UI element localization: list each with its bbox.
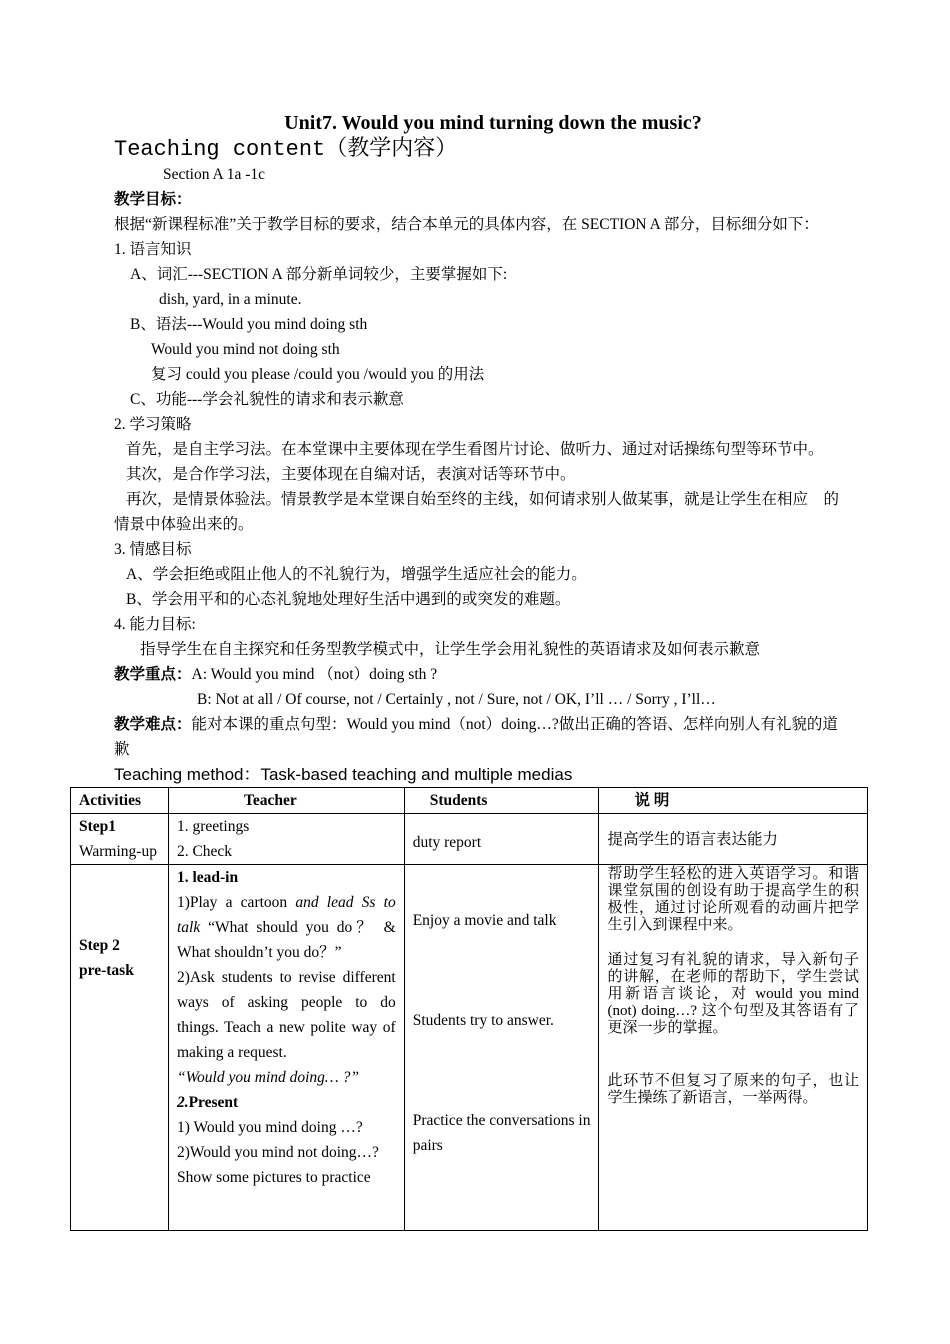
table-header-row	[71, 788, 868, 814]
section-label: Section A 1a -1c	[163, 166, 266, 183]
step1-teacher-1: 1. greetings	[176, 818, 250, 835]
step1-students-cell	[404, 814, 599, 865]
header-teacher: Teacher	[168, 788, 404, 814]
key-point-a: A: Would you mind （not）doing sth ?	[191, 666, 438, 683]
step2-label: Step 2	[79, 937, 120, 954]
step1-notes-cell	[599, 814, 868, 865]
present-task-2: 2)Would you mind not doing…?	[176, 1144, 379, 1161]
grammar-line-3: 复习 could you please /could you /would you 的用法	[151, 366, 485, 383]
document-title: Unit7. Would you mind turning down the music?	[284, 112, 702, 134]
strategy-line-1: 首先，是自主学习法。在本堂课中主要体现在学生看图片讨论、做听力、通过对话操练句型等环节中。	[126, 441, 824, 458]
ability-line-1: 指导学生在自主探究和任务型教学模式中，让学生学会用礼貌性的英语请求及如何表示歉意	[140, 641, 761, 658]
difficulty-line-2: 歉	[114, 741, 130, 758]
present-task-3: Show some pictures to practice	[176, 1169, 371, 1186]
function-line: C、功能---学会礼貌性的请求和表示歉意	[130, 391, 404, 408]
leadin-task-1c: “What should you do？ & What shouldn’t you do？”	[176, 919, 396, 961]
ability-heading: 4. 能力目标:	[114, 616, 196, 633]
lesson-table	[70, 787, 868, 1231]
step2-students-3: Practice the conversations in pairs	[412, 1112, 591, 1154]
key-points-label: 教学重点：	[114, 666, 192, 683]
objectives-intro: 根据“新课程标准”关于教学目标的要求，结合本单元的具体内容，在 SECTION A 部分，目标细分如下：	[114, 216, 819, 233]
step1-label: Step1	[79, 818, 117, 835]
grammar-line: B、语法---Would you mind doing sth	[130, 316, 368, 333]
step1-sub: Warming-up	[79, 843, 157, 860]
step1-note: 提高学生的语言表达能力	[607, 830, 778, 848]
step2-students-2: Students try to answer.	[412, 1012, 554, 1029]
step1-cell	[71, 814, 169, 865]
step2-note-2: 通过复习有礼貌的请求，导入新句子的讲解，在老师的帮助下，学生尝试用新语言谈论，对 would you mind (not) doing…? 这个句型及其答语有了更深一步的掌握。	[607, 952, 859, 1036]
table-row	[71, 814, 868, 865]
header-activities: Activities	[71, 788, 169, 814]
step2-students-cell	[404, 865, 599, 1231]
objectives-heading: 教学目标：	[114, 191, 192, 208]
step2-notes-cell	[599, 865, 868, 1231]
key-points-line	[114, 662, 437, 687]
key-point-b: B: Not at all / Of course, not / Certainly , not / Sure, not / OK, I’ll … / Sorry , I’ll…	[197, 691, 716, 708]
step2-cell	[71, 865, 169, 1231]
language-knowledge-heading: 1. 语言知识	[114, 241, 192, 258]
difficulty-line	[114, 712, 838, 737]
header-notes: 说 明	[599, 788, 868, 814]
grammar-line-2: Would you mind not doing sth	[151, 341, 340, 358]
strategy-heading: 2. 学习策略	[114, 416, 192, 433]
teaching-content-heading: Teaching content（教学内容）	[114, 137, 458, 162]
emotion-line-2: B、学会用平和的心态礼貌地处理好生活中遇到的或突发的难题。	[126, 591, 571, 608]
vocabulary-words: dish, yard, in a minute.	[159, 291, 302, 308]
leadin-task-3: “Would you mind doing… ?”	[176, 1069, 359, 1086]
teaching-method: Teaching method：Task-based teaching and multiple medias	[114, 765, 573, 784]
step1-teacher-2: 2. Check	[176, 843, 233, 860]
present-task-1: 1) Would you mind doing …?	[176, 1119, 363, 1136]
present-label: Present	[188, 1094, 239, 1111]
leadin-task-1b: and lead Ss to talk	[176, 894, 396, 936]
present-number: 2.	[176, 1094, 189, 1111]
leadin-task-1a: 1)Play a cartoon	[176, 894, 296, 911]
step2-students-1: Enjoy a movie and talk	[412, 912, 557, 929]
strategy-line-3: 再次，是情景体验法。情景教学是本堂课自始至终的主线，如何请求别人做某事，就是让学生在相应 的	[126, 491, 840, 508]
emotion-line-1: A、学会拒绝或阻止他人的不礼貌行为，增强学生适应社会的能力。	[126, 566, 587, 583]
step2-note-3: 此环节不但复习了原来的句子，也让学生操练了新语言，一举两得。	[607, 1073, 859, 1106]
header-students: Students	[404, 788, 599, 814]
leadin-heading: 1. lead-in	[176, 869, 239, 886]
emotion-heading: 3. 情感目标	[114, 541, 192, 558]
difficulty-text: 能对本课的重点句型：Would you mind（not）doing…?做出正确的答语、怎样向别人有礼貌的道	[191, 716, 838, 733]
step2-note-1: 帮助学生轻松的进入英语学习。和谐课堂氛围的创设有助于提高学生的积极性，通过讨论所观看的动画片把学生引入到课程中来。	[607, 866, 859, 933]
difficulty-label: 教学难点：	[114, 716, 192, 733]
leadin-task-1	[177, 890, 396, 965]
step2-sub: pre-task	[79, 962, 134, 979]
step1-students: duty report	[412, 833, 482, 851]
present-heading	[177, 1090, 396, 1115]
vocabulary-line: A、词汇---SECTION A 部分新单词较少，主要掌握如下:	[130, 266, 508, 283]
table-row	[71, 865, 868, 1231]
strategy-line-2: 其次，是合作学习法，主要体现在自编对话，表演对话等环节中。	[126, 466, 576, 483]
strategy-line-4: 情景中体验出来的。	[114, 516, 254, 533]
step2-teacher-cell	[168, 865, 404, 1231]
step1-teacher-cell	[168, 814, 404, 865]
leadin-task-2: 2)Ask students to revise different ways of asking people to do things. Teach a new polite way of making a request.	[176, 969, 396, 1061]
